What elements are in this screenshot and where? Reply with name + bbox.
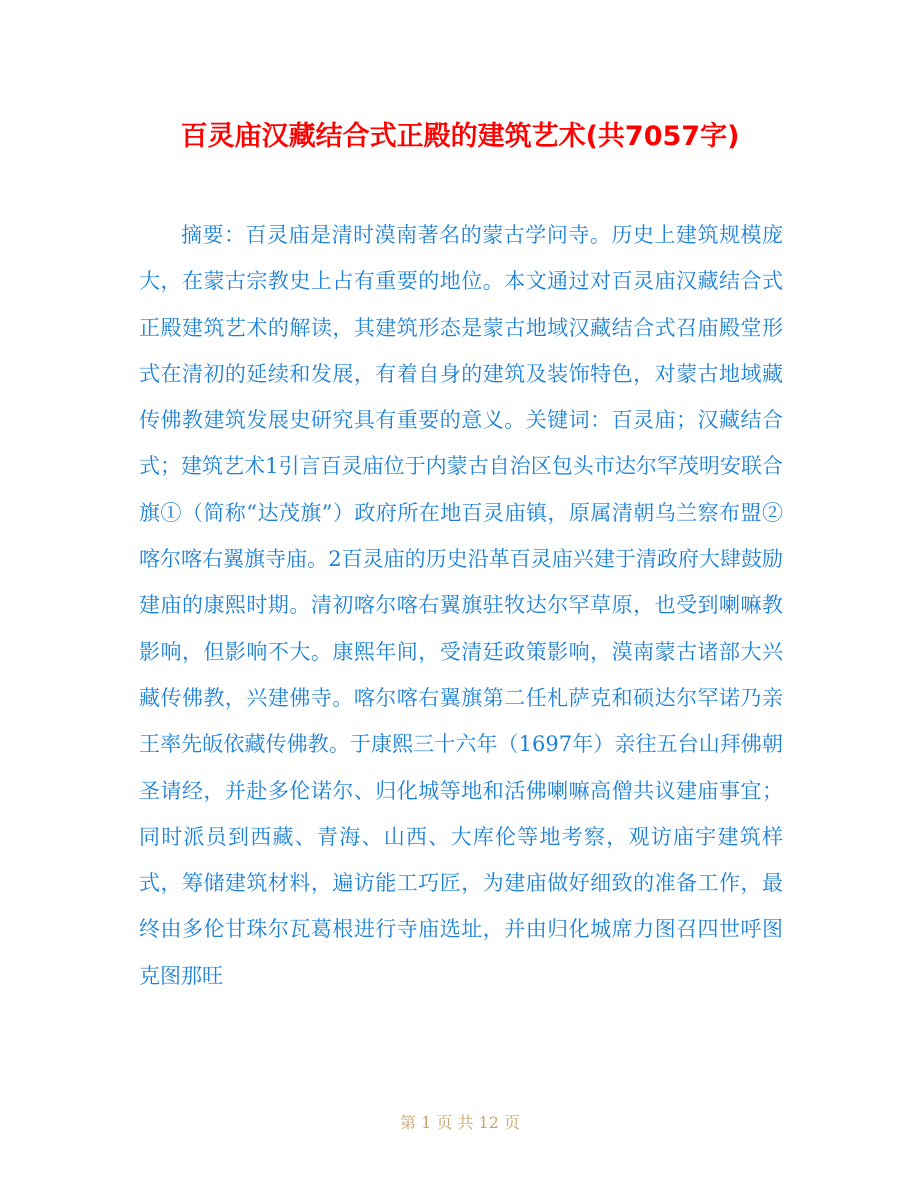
body-paragraph: 摘要：百灵庙是清时漠南著名的蒙古学问寺。历史上建筑规模庞大，在蒙古宗教史上占有重要的地位。本文通过对百灵庙汉藏结合式正殿建筑艺术的解读，其建筑形态是蒙古地域汉藏结合式召庙殿堂形式在清初的延续和发展，有着自身的建筑及装饰特色，对蒙古地域藏传佛教建筑发展史研究具有重要的意义。关键词：百灵庙；汉藏结合式；建筑艺术1引言百灵庙位于内蒙古自治区包头市达尔罕茂明安联合旗①（简称“达茂旗”）政府所在地百灵庙镇，原属清朝乌兰察布盟②喀尔喀右翼旗寺庙。2百灵庙的历史沿革百灵庙兴建于清政府大肆鼓励建庙的康熙时期。清初喀尔喀右翼旗驻牧达尔罕草原，也受到喇嘛教影响，但影响不大。康熙年间，受清廷政策影响，漠南蒙古诸部大兴藏传佛教，兴建佛寺。喀尔喀右翼旗第二任札萨克和硕达尔罕诺乃亲王率先皈依藏传佛教。于康熙三十六年（1697年）亲往五台山拜佛朝圣请经，并赴多伦诺尔、归化城等地和活佛喇嘛高僧共议建庙事宜；同时派员到西藏、青海、山西、大库伦等地考察，观访庙宇建筑样式，筹储建筑材料，遍访能工巧匠，为建庙做好细致的准备工作，最终由多伦甘珠尔瓦葛根进行寺庙选址，并由归化城席力图召四世呼图克图那旺: [139, 223, 783, 988]
document-title: 百灵庙汉藏结合式正殿的建筑艺术(共7057字): [180, 121, 740, 152]
page-number-footer: 第 1 页 共 12 页: [400, 1113, 520, 1132]
document-body: [139, 212, 783, 999]
